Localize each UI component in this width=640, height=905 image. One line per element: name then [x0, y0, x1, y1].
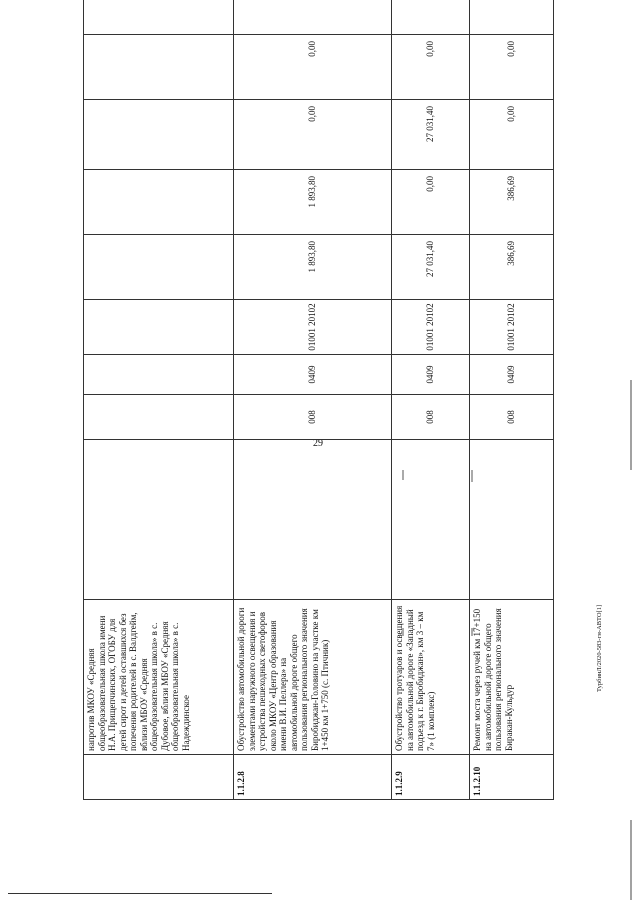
value-col-4: 0,00	[234, 35, 392, 100]
value-col-3	[84, 100, 234, 170]
value-col-5	[84, 0, 234, 35]
program-code: 01001 20102	[470, 300, 554, 355]
value-col-5	[234, 0, 392, 35]
value-col-4: 0,00	[470, 35, 554, 100]
table-row	[234, 0, 392, 800]
value-col-5	[392, 0, 470, 35]
value-col-2: 0,00	[392, 170, 470, 235]
program-code	[84, 300, 234, 355]
row-description: Ремонт моста через ручей км 17+150 на автомобильной дороге общего пользования регионального значения Биракан-Кульдур	[470, 600, 554, 755]
grbs-code	[84, 395, 234, 440]
bottom-rule	[8, 893, 272, 894]
row-description: напротив МКОУ «Средняя общеобразовательная школа имени Н.А. Прищепчинских, ОГОБУ для детей сирот и детей оставшихся без попечения родителей в с. Валдгейм, вблизи МБОУ «Средняя общеобразовательная школа» в с. Дубовое, вблизи МБОУ «Средняя общеобразовательная школа» в с. Надеждинское	[84, 600, 234, 755]
row-description: Обустройство автомобильной дороги элементами наружного освещения и устройства пешеходных светофоров около МКОУ «Центр образования имени В.И. Пеллера» на автомобильной дороге общего пользования регионального значения Биробиджан-Головино на участке км 1+450 км 1+750 (с. Птичник)	[234, 600, 392, 755]
table-row	[392, 0, 470, 800]
value-total	[84, 235, 234, 300]
value-col-5	[470, 0, 554, 35]
value-col-4	[84, 35, 234, 100]
budget-table	[83, 0, 554, 800]
grbs-code: 008	[470, 395, 554, 440]
section-code: 0409	[470, 355, 554, 395]
value-col-3: 0,00	[234, 100, 392, 170]
table-row	[470, 0, 554, 800]
row-number: 1.1.2.9	[392, 755, 470, 800]
page-number: 29	[313, 438, 323, 449]
row-description: Обустройство тротуаров и освещения на автомобильной дороге «Западный подъезд к г. Биробиджан», км 3 – км 7» (1 комплекс)	[392, 600, 470, 755]
footer-document-code: ТурбинЛ/2020-583-гн-АВТО[1]	[596, 604, 603, 692]
value-col-2: 1 893,80	[234, 170, 392, 235]
table-row	[84, 0, 234, 800]
row-number: 1.1.2.8	[234, 755, 392, 800]
grbs-code: 008	[392, 395, 470, 440]
row-number: 1.1.2.10	[470, 755, 554, 800]
empty-cell	[392, 440, 470, 600]
section-code	[84, 355, 234, 395]
empty-cell	[470, 440, 554, 600]
program-code: 01001 20102	[234, 300, 392, 355]
value-col-4: 0,00	[392, 35, 470, 100]
value-col-2	[84, 170, 234, 235]
value-col-3: 27 031,40	[392, 100, 470, 170]
value-total: 1 893,80	[234, 235, 392, 300]
value-total: 386,69	[470, 235, 554, 300]
empty-cell	[84, 440, 234, 600]
program-code: 01001 20102	[392, 300, 470, 355]
row-number	[84, 755, 234, 800]
value-col-3: 0,00	[470, 100, 554, 170]
value-total: 27 031,40	[392, 235, 470, 300]
section-code: 0409	[234, 355, 392, 395]
rotated-budget-table	[83, 41, 553, 800]
value-col-2: 386,69	[470, 170, 554, 235]
grbs-code: 008	[234, 395, 392, 440]
empty-cell	[234, 440, 392, 600]
section-code: 0409	[392, 355, 470, 395]
